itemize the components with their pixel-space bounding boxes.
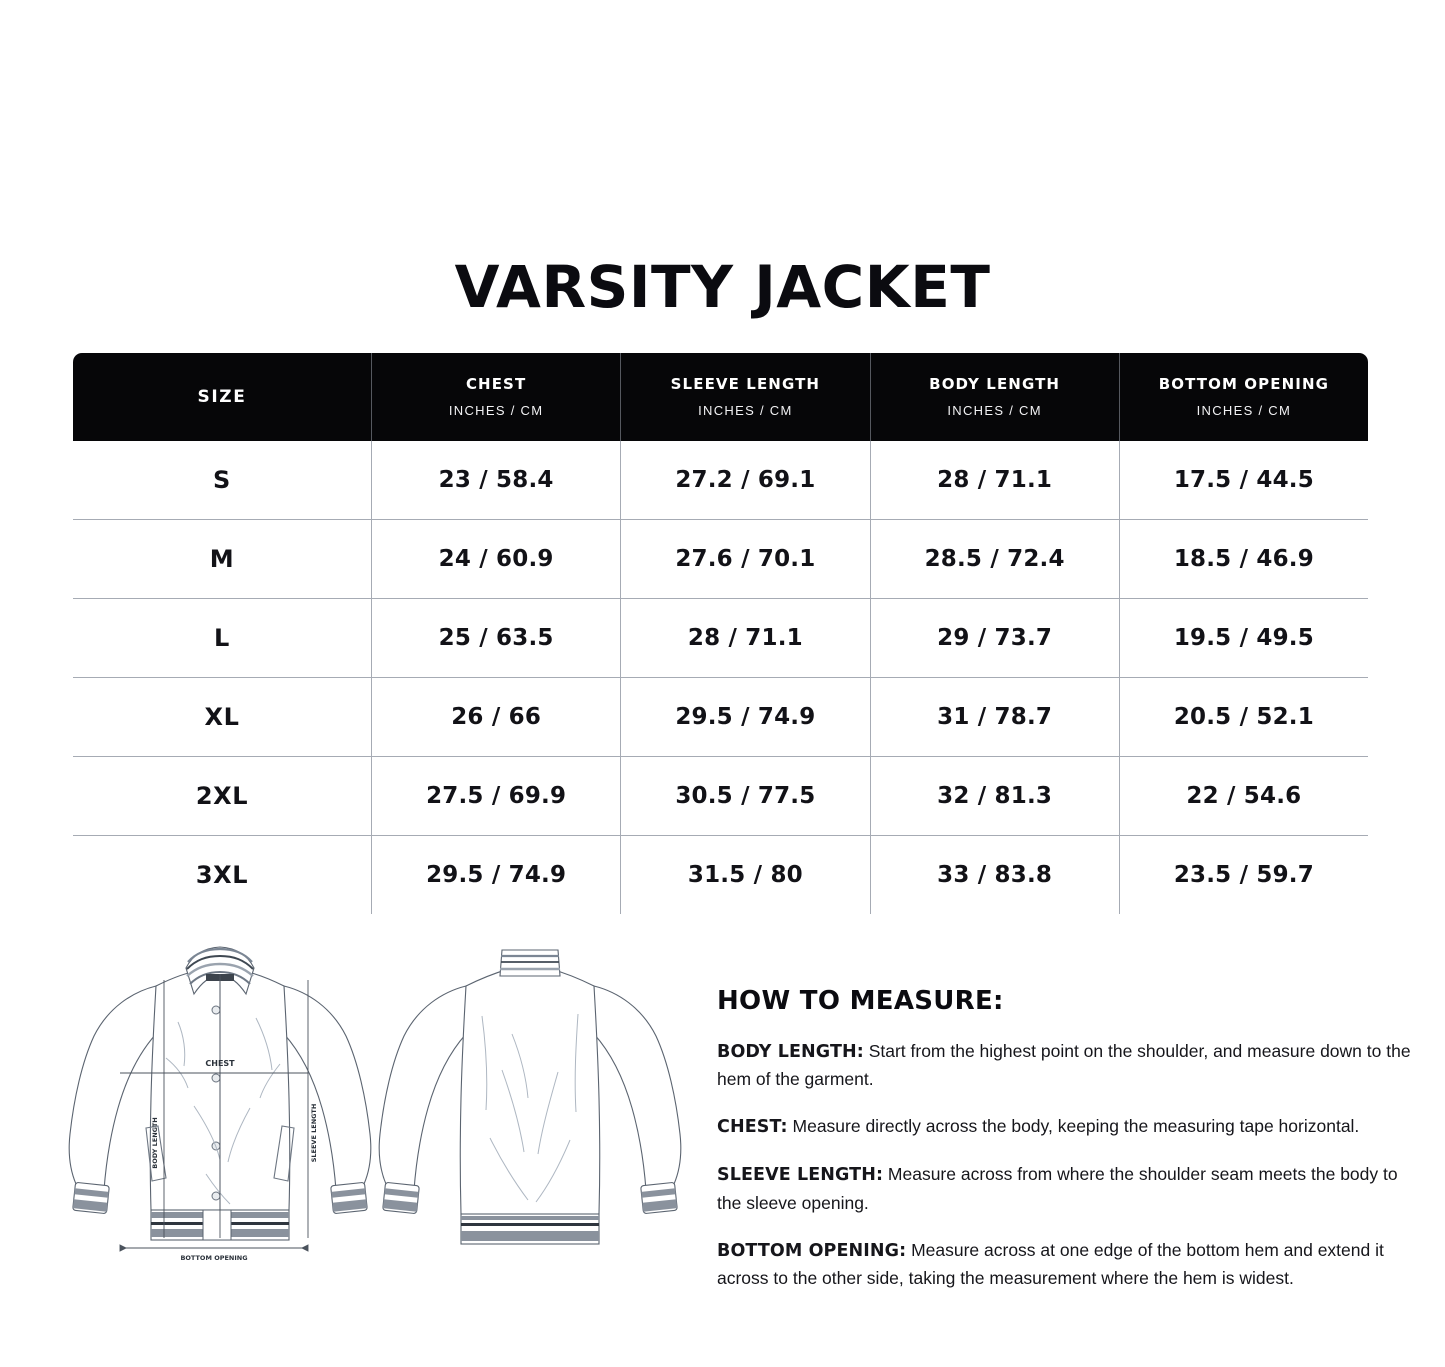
column-header-body-length-unit: INCHES / CM [947, 403, 1042, 419]
cell-chest: 26 / 66 [372, 678, 621, 757]
measure-item-body-length [717, 1038, 1417, 1093]
table-header [73, 353, 1369, 442]
column-header-body-length [870, 353, 1119, 442]
column-header-sleeve-length-label: SLEEVE LENGTH [670, 374, 821, 393]
annotation-chest-label: CHEST [205, 1059, 235, 1068]
cell-body-length: 29 / 73.7 [870, 599, 1119, 678]
measure-text-sleeve-length: Measure across from where the shoulder seam meets the body to the sleeve opening. [717, 1164, 1398, 1213]
column-header-size [73, 353, 372, 442]
size-chart-table [72, 352, 1369, 915]
column-header-bottom-opening-unit: INCHES / CM [1196, 403, 1292, 419]
cell-bottom-opening: 18.5 / 46.9 [1119, 520, 1368, 599]
how-to-measure-section [717, 986, 1417, 1292]
table-header-row [73, 353, 1369, 442]
column-header-size-label: SIZE [197, 386, 247, 407]
cell-sleeve-length: 31.5 / 80 [621, 836, 870, 915]
column-header-sleeve-length [621, 353, 870, 442]
table-row [73, 599, 1369, 678]
cell-sleeve-length: 27.6 / 70.1 [621, 520, 870, 599]
cell-bottom-opening: 19.5 / 49.5 [1119, 599, 1368, 678]
cell-body-length: 31 / 78.7 [870, 678, 1119, 757]
cell-body-length: 32 / 81.3 [870, 757, 1119, 836]
cell-size: 3XL [73, 836, 372, 915]
measure-label-chest: CHEST: [717, 1117, 788, 1138]
measure-text-chest: Measure directly across the body, keeping the measuring tape horizontal. [787, 1116, 1360, 1137]
annotation-bottom-opening-label: BOTTOM OPENING [180, 1254, 248, 1262]
measure-text-body-length: Start from the highest point on the shoulder, and measure down to the hem of the garment. [717, 1041, 1411, 1090]
measure-text-bottom-opening: Measure across at one edge of the bottom hem and extend it across to the other side, taking the measurement where the hem is widest. [717, 1239, 1384, 1288]
cell-chest: 25 / 63.5 [372, 599, 621, 678]
table-row [73, 678, 1369, 757]
measure-label-bottom-opening: BOTTOM OPENING: [717, 1240, 907, 1261]
cell-chest: 27.5 / 69.9 [372, 757, 621, 836]
column-header-body-length-label: BODY LENGTH [929, 374, 1061, 393]
jacket-back-collar [500, 950, 560, 976]
measure-label-body-length: BODY LENGTH: [717, 1042, 864, 1062]
table-row [73, 836, 1369, 915]
cell-size: S [73, 441, 372, 520]
column-header-chest [372, 353, 621, 442]
cell-sleeve-length: 28 / 71.1 [621, 599, 870, 678]
table-row [73, 757, 1369, 836]
cell-chest: 23 / 58.4 [372, 441, 621, 520]
cell-sleeve-length: 27.2 / 69.1 [621, 441, 870, 520]
annotation-sleeve-length-label: SLEEVE LENGTH [310, 1103, 318, 1163]
cell-bottom-opening: 22 / 54.6 [1119, 757, 1368, 836]
table-row [73, 520, 1369, 599]
jacket-back-hem-ribbing [461, 1214, 599, 1244]
jacket-front-illustration [60, 938, 380, 1308]
cell-body-length: 28.5 / 72.4 [870, 520, 1119, 599]
column-header-chest-unit: INCHES / CM [448, 403, 544, 419]
cell-sleeve-length: 29.5 / 74.9 [621, 678, 870, 757]
column-header-bottom-opening-label: BOTTOM OPENING [1158, 374, 1330, 393]
measure-item-sleeve-length [717, 1161, 1417, 1216]
jacket-illustrations [40, 938, 700, 1308]
measure-label-sleeve-length: SLEEVE LENGTH: [717, 1165, 884, 1186]
column-header-bottom-opening [1119, 353, 1368, 442]
cell-size: L [73, 599, 372, 678]
measure-item-chest [717, 1113, 1417, 1141]
jacket-back-body-shape [379, 968, 681, 1214]
annotation-body-length-label: BODY LENGTH [151, 1117, 159, 1169]
cell-size: M [73, 520, 372, 599]
cell-body-length: 33 / 83.8 [870, 836, 1119, 915]
cell-size: 2XL [73, 757, 372, 836]
measure-item-bottom-opening [717, 1237, 1417, 1292]
jacket-back-illustration [370, 938, 690, 1308]
cell-chest: 24 / 60.9 [372, 520, 621, 599]
table-body [73, 441, 1369, 915]
how-to-measure-heading: HOW TO MEASURE: [717, 986, 1004, 1016]
table-row [73, 441, 1369, 520]
cell-bottom-opening: 23.5 / 59.7 [1119, 836, 1368, 915]
column-header-chest-label: CHEST [465, 374, 527, 393]
cell-sleeve-length: 30.5 / 77.5 [621, 757, 870, 836]
cell-bottom-opening: 20.5 / 52.1 [1119, 678, 1368, 757]
cell-bottom-opening: 17.5 / 44.5 [1173, 467, 1314, 493]
cell-size: XL [73, 678, 372, 757]
cell-body-length: 28 / 71.1 [870, 441, 1119, 520]
page-title: VARSITY JACKET [454, 253, 991, 321]
cell-chest: 29.5 / 74.9 [372, 836, 621, 915]
column-header-sleeve-length-unit: INCHES / CM [698, 403, 793, 419]
